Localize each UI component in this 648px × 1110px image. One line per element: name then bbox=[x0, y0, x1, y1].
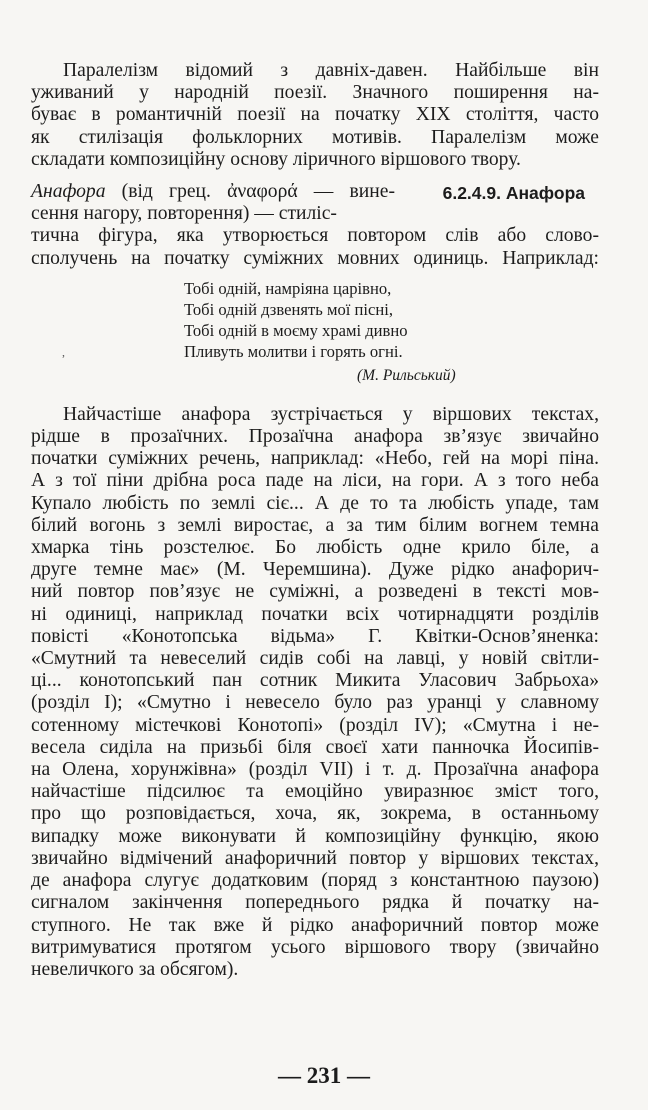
poem-line: Тобі одній дзвенять мої пісні, bbox=[184, 299, 394, 319]
text-line: найчастіше підсилює та емоційно увиразнює зміст того, bbox=[31, 781, 599, 803]
poem-line: Тобі одній, намріяна царівно, bbox=[184, 278, 392, 298]
definition-text: (від грец. ἀναφορά — вине- bbox=[105, 181, 395, 203]
poem-author: (М. Рильський) bbox=[357, 366, 456, 384]
text-line: білий вогонь з землі виростає, а за тим білим вогнем темна bbox=[31, 514, 599, 536]
text-line: ці... конотопський пан сотник Микита Уласович Забрьоха» bbox=[31, 670, 599, 692]
text-line: складати композиційну основу ліричного віршового твору. bbox=[31, 148, 521, 170]
term-anaphora: Анафора bbox=[31, 181, 106, 203]
text-line: хмарка тінь розстелює. Бо любість одне крило біле, а bbox=[31, 537, 599, 559]
text-line: повісті «Конотопська відьма» Г. Квітки-Основ’яненка: bbox=[31, 625, 599, 647]
text-line: буває в романтичній поезії на початку XIX століття, часто bbox=[31, 104, 599, 126]
text-line: рідше в прозаїчних. Прозаїчна анафора зв’язує звичайно bbox=[31, 426, 599, 448]
text-line: сполучень на початку суміжних мовних одиниць. Наприклад: bbox=[31, 247, 599, 269]
text-line: випадку може виконувати й композиційну функцію, якою bbox=[31, 825, 599, 847]
text-line: ні одиниці, наприклад початки всіх чотирнадцяти розділів bbox=[31, 603, 599, 625]
text-line: звичайно відмічений анафоричний повтор у віршових текстах, bbox=[31, 847, 599, 869]
text-line: сигналом закінчення попереднього рядка й початку на- bbox=[31, 892, 599, 914]
text-line: (розділ І); «Смутно і невесело було раз уранці у славному bbox=[31, 692, 599, 714]
text-line: сення нагору, повторення) — стиліс- bbox=[31, 203, 337, 225]
text-line: витримуватися протягом усього віршового твору (звичайно bbox=[31, 936, 599, 958]
text-line: А з тої піни дрібна роса паде на ліси, на гори. А з того неба bbox=[31, 470, 599, 492]
text-line: весела сиділа на призьбі біля своєї хати панночка Йосипів- bbox=[31, 736, 599, 758]
text-line: сотенному містечкові Конотопі» (розділ IV); «Смутна і не- bbox=[31, 714, 599, 736]
text-line: де анафора слугує додатковим (поряд з константною паузою) bbox=[31, 870, 599, 892]
poem-line: Тобі одній в моєму храмі дивно bbox=[184, 320, 408, 340]
text-line: «Смутний та невеселий сидів собі на лавці, у новій світли- bbox=[31, 648, 599, 670]
section-heading: 6.2.4.9. Анафора bbox=[442, 183, 585, 204]
text-line: на Олена, хорунжівна» (розділ VII) і т. д. Прозаїчна анафора bbox=[31, 759, 599, 781]
text-line: тична фігура, яка утворюється повтором слів або слово- bbox=[31, 225, 599, 247]
text-line: друге темне має» (М. Черемшина). Дуже рідко анафорич- bbox=[31, 559, 599, 581]
text-line: про що розповідається, хоча, як, зокрема, в останньому bbox=[31, 803, 599, 825]
text-line: як стилізація фольклорних мотивів. Паралелізм може bbox=[31, 126, 599, 148]
page-number: — 231 — bbox=[278, 1063, 370, 1088]
text-line bbox=[31, 181, 395, 203]
stray-mark: , bbox=[62, 345, 65, 359]
paragraph-anaphora-usage bbox=[31, 404, 599, 981]
text-line: Найчастіше анафора зустрічається у віршових текстах, bbox=[63, 403, 599, 425]
text-line: Паралелізм відомий з давніх-давен. Найбільше він bbox=[63, 60, 599, 81]
paragraph-parallelism bbox=[31, 60, 599, 171]
text-line: ступного. Не так вже й рідко анафоричний повтор може bbox=[31, 914, 599, 936]
text-line: ний повтор пов’язує не суміжні, а розведені в тексті мов- bbox=[31, 581, 599, 603]
poem-quote bbox=[184, 278, 599, 362]
text-line: Купало любість по землі сіє... А де то та любість упаде, там bbox=[31, 492, 599, 514]
text-line: невеличкого за обсягом). bbox=[31, 958, 239, 980]
section-anaphora bbox=[31, 181, 599, 270]
text-line: уживаний у народній поезії. Значного поширення на- bbox=[31, 82, 599, 104]
poem-line: Пливуть молитви і горять огні. bbox=[184, 341, 403, 361]
text-line: початки суміжних речень, наприклад: «Небо, гей на морі піна. bbox=[31, 448, 599, 470]
page-body bbox=[31, 60, 599, 981]
